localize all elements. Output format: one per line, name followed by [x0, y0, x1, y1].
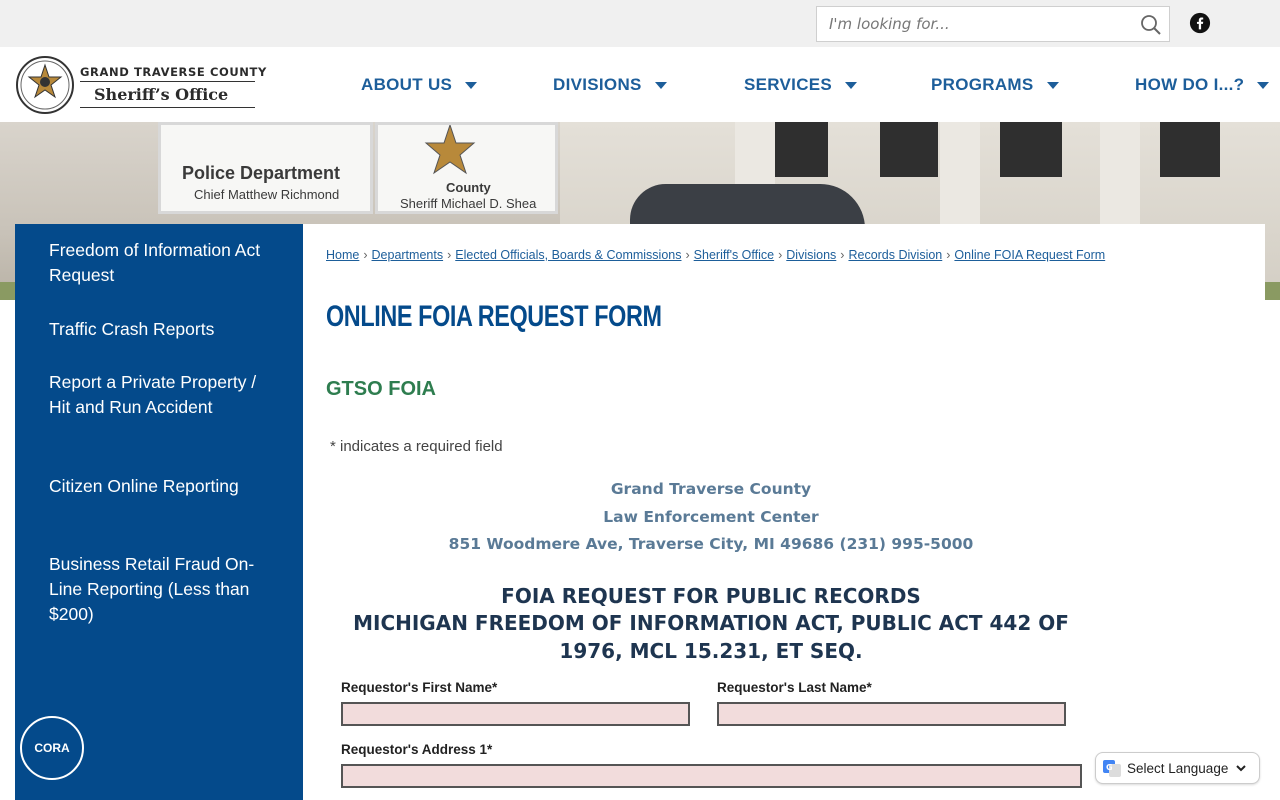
breadcrumb [326, 248, 1105, 262]
sidebar-item-citizen-reporting[interactable]: Citizen Online Reporting [49, 476, 239, 496]
first-name-label: Requestor's First Name* [341, 680, 498, 695]
logo-divider [80, 107, 255, 108]
sheriff-star-icon [414, 125, 486, 175]
address-line: Law Enforcement Center [603, 508, 819, 526]
sheriff-sign [375, 122, 558, 214]
first-name-input[interactable] [341, 702, 690, 726]
nav-programs[interactable] [931, 47, 1059, 122]
sidebar-item-foia[interactable]: Freedom of Information Act Request [49, 240, 261, 285]
sheriff-badge-logo-icon[interactable] [15, 55, 75, 115]
language-select[interactable] [1095, 752, 1260, 784]
nav-how-do-i[interactable] [1135, 47, 1269, 122]
building-window [880, 122, 938, 177]
sidebar-item-retail-fraud[interactable]: Business Retail Fraud On-Line Reporting (Less than $200) [49, 554, 255, 624]
breadcrumb-records-division[interactable]: Records Division [848, 248, 943, 262]
caret-down-icon [1047, 82, 1059, 89]
nav-label: HOW DO I...? [1135, 74, 1245, 94]
search-input[interactable] [817, 7, 1137, 41]
logo-divider [80, 81, 255, 82]
sidebar-nav [15, 224, 303, 800]
foia-heading-act: MICHIGAN FREEDOM OF INFORMATION ACT, PUBLIC ACT 442 OF 1976, MCL 15.231, ET SEQ. [353, 611, 1069, 663]
police-sign [158, 122, 373, 214]
breadcrumb-home[interactable]: Home [326, 248, 360, 262]
sign-subtitle: Chief Matthew Richmond [194, 187, 340, 202]
nav-about-us[interactable] [361, 47, 477, 122]
cora-label: CORA [34, 741, 70, 755]
breadcrumb-separator: › [778, 248, 783, 262]
breadcrumb-current-page[interactable]: Online FOIA Request Form [954, 248, 1106, 262]
facebook-icon[interactable] [1189, 12, 1211, 34]
nav-label: ABOUT US [361, 74, 453, 94]
sign-title: County [446, 180, 491, 195]
breadcrumb-divisions[interactable]: Divisions [786, 248, 837, 262]
breadcrumb-sheriffs-office[interactable]: Sheriff's Office [693, 248, 775, 262]
site-header [0, 47, 1280, 122]
building-window [1000, 122, 1062, 177]
address-line: Grand Traverse County [610, 480, 812, 498]
nav-label: PROGRAMS [931, 74, 1034, 94]
breadcrumb-separator: › [447, 248, 452, 262]
cora-chat-button[interactable] [20, 716, 84, 780]
building-window [770, 122, 828, 177]
logo-office-text: Sheriff’s Office [94, 85, 229, 104]
search-icon[interactable] [1139, 13, 1163, 37]
nav-divisions[interactable] [553, 47, 667, 122]
form-subtitle: GTSO FOIA [326, 378, 436, 400]
chevron-down-icon [1235, 762, 1247, 774]
required-field-note: * indicates a required field [330, 438, 503, 455]
foia-heading: FOIA REQUEST FOR PUBLIC RECORDS [501, 584, 921, 608]
sidebar-item-traffic-crash-reports[interactable]: Traffic Crash Reports [49, 319, 215, 339]
page-title: ONLINE FOIA REQUEST FORM [326, 300, 662, 333]
breadcrumb-separator: › [946, 248, 951, 262]
breadcrumb-separator: › [840, 248, 845, 262]
caret-down-icon [845, 82, 857, 89]
caret-down-icon [465, 82, 477, 89]
caret-down-icon [1257, 82, 1269, 89]
address-line: 851 Woodmere Ave, Traverse City, MI 49686 (231) 995-5000 [448, 535, 974, 553]
logo-county-text: GRAND TRAVERSE COUNTY [80, 65, 267, 79]
sidebar-item-hit-and-run[interactable]: Report a Private Property / Hit and Run Accident [49, 372, 257, 417]
building-window [1160, 122, 1220, 177]
nav-services[interactable] [744, 47, 857, 122]
breadcrumb-separator: › [685, 248, 690, 262]
caret-down-icon [655, 82, 667, 89]
address1-input[interactable] [341, 764, 1082, 788]
sign-subtitle: Sheriff Michael D. Shea [400, 196, 537, 211]
language-select-label: Select Language [1127, 760, 1229, 776]
last-name-input[interactable] [717, 702, 1066, 726]
site-search [816, 6, 1170, 42]
svg-text:G: G [1106, 763, 1113, 772]
breadcrumb-departments[interactable]: Departments [371, 248, 444, 262]
nav-label: DIVISIONS [553, 74, 642, 94]
google-translate-icon [1102, 758, 1122, 778]
breadcrumb-separator: › [363, 248, 368, 262]
main-content [303, 224, 1265, 800]
breadcrumb-elected-officials[interactable]: Elected Officials, Boards & Commissions [455, 248, 682, 262]
last-name-label: Requestor's Last Name* [717, 680, 872, 695]
nav-label: SERVICES [744, 74, 833, 94]
sign-title: Police Department [182, 163, 341, 183]
utility-bar [0, 0, 1280, 47]
address1-label: Requestor's Address 1* [341, 742, 493, 757]
